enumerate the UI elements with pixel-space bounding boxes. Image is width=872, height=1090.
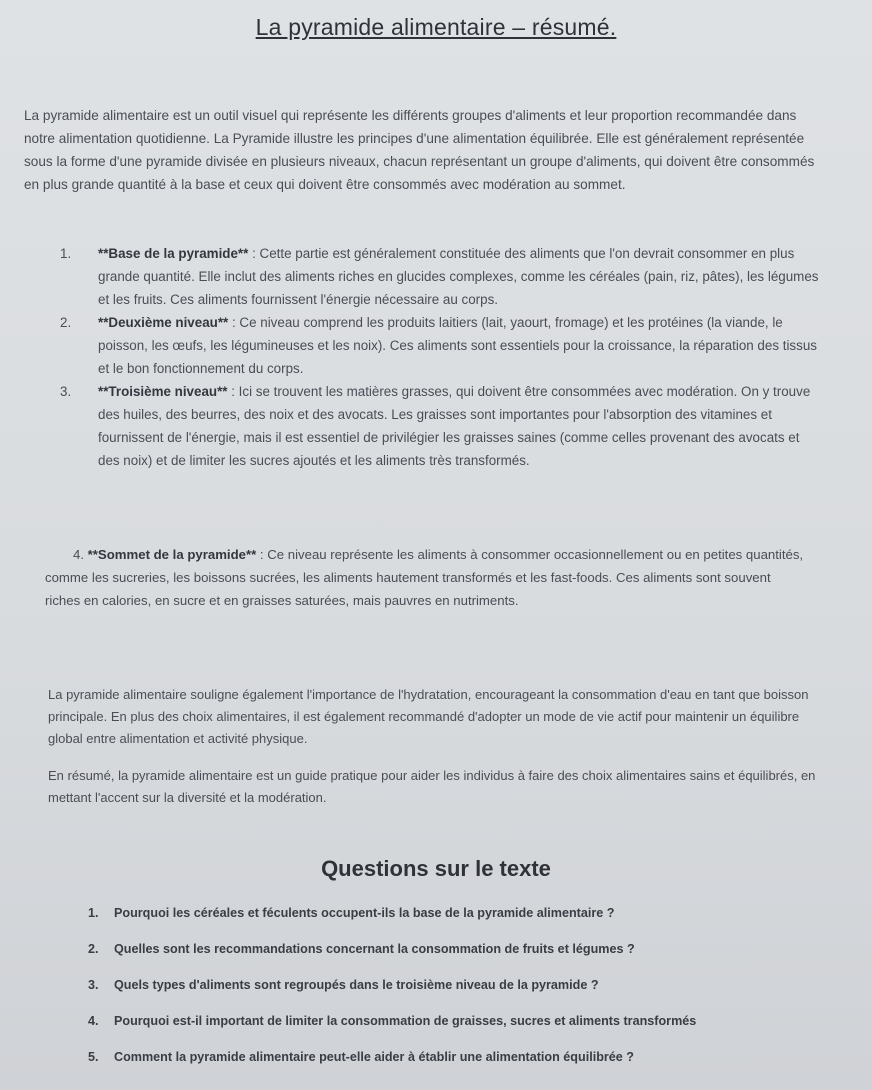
level-heading: **Base de la pyramide** (98, 246, 249, 261)
question-item (88, 1013, 828, 1049)
question-item (88, 977, 828, 1013)
page-title: La pyramide alimentaire – résumé. (255, 14, 617, 40)
questions-list (88, 905, 828, 1085)
level-item-4 (45, 543, 805, 612)
level-number: 2. (60, 315, 72, 330)
level-heading: **Deuxième niveau** (98, 315, 229, 330)
question-text: Comment la pyramide alimentaire peut-elle aider à établir une alimentation équilibrée ? (114, 1050, 634, 1064)
summary-paragraph: En résumé, la pyramide alimentaire est un guide pratique pour aider les individus à faire des choix alimentaires sains et équilibrés, en mettant l'accent sur la diversité et la modération. (48, 768, 816, 805)
question-number: 5. (88, 1050, 99, 1064)
question-number: 4. (88, 1014, 99, 1028)
levels-list (24, 242, 824, 472)
question-number: 2. (88, 942, 99, 956)
question-item (88, 905, 828, 941)
level-number: 4. (73, 547, 88, 562)
level-number: 1. (60, 246, 72, 261)
level-text: : Ici se trouvent les matières grasses, qui doivent être consommées avec modération. On y trouve des huiles, des beurres, des noix et des avocats. Les graisses sont importantes pour l'absorption des vitamines et fournissent de l'énergie, mais il est essentiel de privilégier les graisses saines (comme celles provenant des avocats et des noix) et de limiter les sucres ajoutés et les aliments très transformés. (98, 384, 811, 468)
level-item-2 (24, 311, 824, 380)
question-text: Quels types d'aliments sont regroupés dans le troisième niveau de la pyramide ? (114, 978, 599, 992)
question-item (88, 1049, 828, 1085)
level-item-1 (24, 242, 824, 311)
hydration-paragraph: La pyramide alimentaire souligne également l'importance de l'hydratation, encourageant la consommation d'eau en tant que boisson principale. En plus des choix alimentaires, il est également recommandé d'adopter un mode de vie actif pour maintenir un équilibre global entre alimentation et activité physique. (48, 687, 809, 746)
level-heading: **Sommet de la pyramide** (87, 547, 257, 562)
question-text: Pourquoi est-il important de limiter la consommation de graisses, sucres et aliments transformés (114, 1014, 697, 1028)
question-text: Pourquoi les céréales et féculents occupent-ils la base de la pyramide alimentaire ? (114, 906, 615, 920)
level-text: : Cette partie est généralement constituée des aliments que l'on devrait consommer en plus grande quantité. Elle inclut des aliments riches en glucides complexes, comme les céréales (pain, riz, pâtes), les légumes et les fruits. Ces aliments fournissent l'énergie nécessaire au corps. (98, 246, 819, 307)
level-heading: **Troisième niveau** (98, 384, 228, 399)
level-item-3 (24, 380, 824, 472)
question-number: 3. (88, 978, 99, 992)
question-text: Quelles sont les recommandations concernant la consommation de fruits et légumes ? (114, 942, 635, 956)
intro-paragraph: La pyramide alimentaire est un outil visuel qui représente les différents groupes d'aliments et leur proportion recommandée dans notre alimentation quotidienne. La Pyramide illustre les principes d'une alimentation équilibrée. Elle est généralement représentée sous la forme d'une pyramide divisée en plusieurs niveaux, chacun représentant un groupe d'aliments, qui doivent être consommés en plus grande quantité à la base et ceux qui doivent être consommés avec modération au sommet. (24, 108, 815, 192)
question-item (88, 941, 828, 977)
level-number: 3. (60, 384, 72, 399)
level-text: : Ce niveau représente les aliments à consommer occasionnellement ou en petites quantités, comme les sucreries, les boissons sucrées, les aliments hautement transformés et les fast-foods. Ces aliments sont souvent riches en calories, en sucre et en graisses saturées, mais pauvres en nutriments. (45, 547, 804, 608)
questions-title: Questions sur le texte (321, 856, 551, 881)
question-number: 1. (88, 906, 99, 920)
level-text: : Ce niveau comprend les produits laitiers (lait, yaourt, fromage) et les protéines (la viande, le poisson, les œufs, les légumineuses et les noix). Ces aliments sont essentiels pour la croissance, la réparation des tissus et le bon fonctionnement du corps. (98, 315, 817, 376)
